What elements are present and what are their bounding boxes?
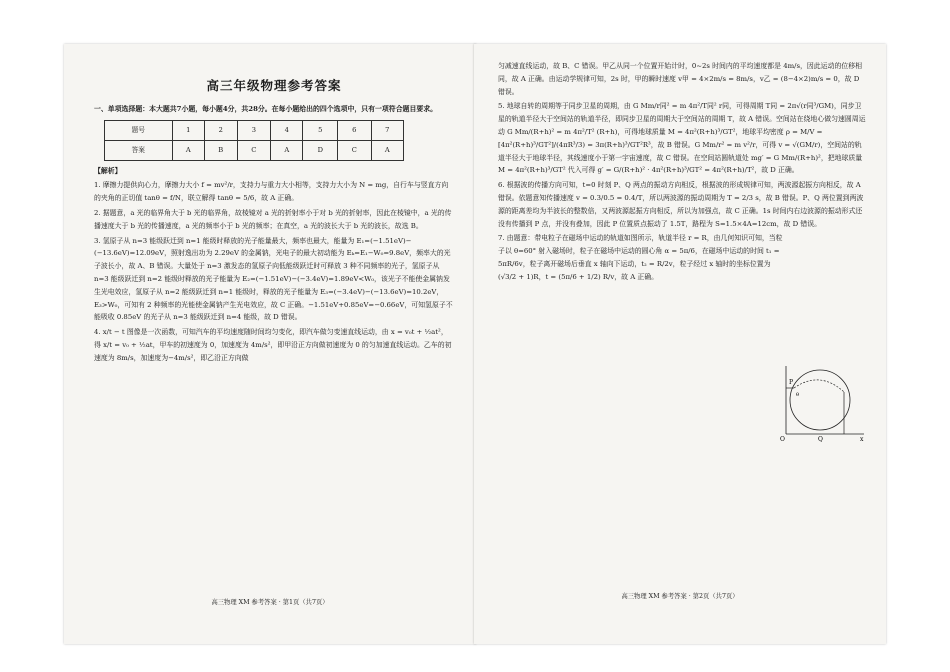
question-6-solution: 6. 根据波的传播方向可知，t=0 时刻 P、Q 两点的振动方向相反，根据波的形成规律可知，两波源起振方向相反，故 A 错误。依题意知传播速度 v = 0.3/0.5 = 0.4/T，所以两波源的振动周期为 T = 2/3 s，故 B 错误。P、Q 两位置到两波源的距离差均为半波长的整数倍，又两波源起振方向相反，所以为加强点，故 C 正确。1s 时间内右边波源的振动形式还没有传播到 P 点，并没有叠加，因此 P 位置质点振动了 1.5T，路程为 S=1.5×4A=12cm，故 D 错误。 — [498, 181, 864, 228]
field-circle — [790, 370, 850, 430]
table-cell: 1 — [172, 120, 204, 140]
answer-page-right — [474, 44, 886, 644]
table-cell: C — [338, 140, 372, 160]
question-3-solution: 3. 氢原子从 n=3 能级跃迁到 n=1 能级时释放的光子能量最大，频率也最大，能量为 E₁=(−1.51eV)−(−13.6eV)=12.09eV，照射逸出功为 2.29eV 的金属钠，光电子的最大初动能为 Eₖ=E₁−W₀=9.8eV，频率大的光子波长小，故 A、B 错误。大量处于 n=3 激发态的氢原子向低能级跃迁时可释放 3 种不同频率的光子，氢原子从 n=3 能级跃迁到 n=2 能级时释放的光子能量为 E₂=(−1.51eV)−(−3.4eV)=1.89eV<W₀，该光子不能使金属钠发生光电效应，氢原子从 n=2 能级跃迁到 n=1 能级时，释放的光子能量为 E₃=(−3.4eV)−(−13.6eV)=10.2eV，E₃>W₀，可知有 2 种频率的光能使金属钠产生光电效应，故 C 正确。−1.51eV+0.85eV=−0.66eV，可知氢原子不能吸收 0.85eV 的光子从 n=3 能级跃迁到 n=4 能级，故 D 错误。 — [94, 236, 453, 322]
table-row — [105, 140, 404, 160]
table-cell: A — [371, 140, 403, 160]
label-q: Q — [818, 436, 823, 442]
label-o: O — [780, 436, 785, 442]
table-cell: A — [271, 140, 303, 160]
table-cell: 6 — [338, 120, 372, 140]
table-cell: 7 — [371, 120, 403, 140]
page-footer: 高三物理 XM 参考答案 · 第1页（共7页） — [211, 599, 329, 606]
question-2-solution: 2. 据题意，a 光的临界角大于 b 光的临界角，故棱镜对 a 光的折射率小于对 b 光的折射率，因此在棱镜中，a 光的传播速度大于 b 光的传播速度，a 光的频率小于 b 光的频率；在真空，a 光的波长大于 b 光的波长，故选 B。 — [94, 208, 452, 230]
table-cell: 2 — [204, 120, 237, 140]
question-7-solution: 7. 由题意：带电粒子在磁场中运动的轨道如图所示，轨道半径 r = R，由几何知识可知，当粒子以 θ=60° 射入磁场时，粒子在磁场中运动的圆心角 α = 5π/6，在磁场中运动的时间 t₁ = 5πR/6v，粒子离开磁场后垂直 x 轴向下运动，t₂ = R/2v，粒子经过 x 轴时的坐标位置为 (√3/2 + 1)R，t = (5π/6 + 1/2) R/v，故 A 正确。 — [498, 234, 783, 281]
question-4-continued: 匀减速直线运动，故 B、C 错误。甲乙从同一个位置开始计时，0~2s 时间内的平均速度都是 4m/s，因此运动的位移相同，故 A 正确。由运动学规律可知，2s 时，甲的瞬时速度 v甲 = 4×2m/s = 8m/s，v乙 = (8−4×2)m/s = 0，故 D 错误。 — [498, 62, 863, 96]
table-cell: 4 — [271, 120, 303, 140]
page-footer: 高三物理 XM 参考答案 · 第2页（共7页） — [621, 593, 739, 600]
analysis-label: 【解析】 — [94, 166, 122, 175]
section-heading: 一、单项选择题：本大题共7小题，每小题4分，共28分。在每小题给出的四个选项中，只有一项符合题目要求。 — [94, 104, 438, 113]
table-cell: D — [303, 140, 338, 160]
table-cell: B — [204, 140, 237, 160]
question-5-solution: 5. 地球自转的周期等于同步卫星的周期，由 G Mm/r同² = m 4π²/T同² r同，可得周期 T同 = 2π√(r同³/GM)，同步卫星的轨道半径大于空间站的轨道半径，即同步卫星的周期大于空间站的周期 T，故 A 错误。空间站在绕地心做匀速圆周运动 G Mm/(R+h)² = m 4π²/T² (R+h)，可得地球质量 M = 4π²(R+h)³/GT²，地球平均密度 ρ = M/V = [4π²(R+h)³/GT²]/(4πR³/3) = 3π(R+h)³/GT²R³，故 B 错误。G Mm/r² = m v²/r，可得 v = √(GM/r)，空间站的轨道半径大于地球半径，其线速度小于第一宇宙速度，故 C 错误。在空间站圆轨道处 mg′ = G Mm/(R+h)²，把地球质量 M = 4π²(R+h)³/GT² 代入可得 g′ = G/(R+h)² · 4π²(R+h)³/GT² = 4π²(R+h)/T²，故 D 正确。 — [498, 102, 866, 175]
table-row — [105, 120, 404, 140]
table-cell: C — [237, 140, 271, 160]
page-title: 高三年级物理参考答案 — [206, 78, 342, 93]
table-cell: 5 — [303, 120, 338, 140]
question-1-solution: 1. 摩擦力提供向心力，摩擦力大小 f = mv²/r，支持力与重力大小相等，支持力大小为 N = mg，自行车与竖直方向的夹角的正切值 tanθ = f/N，联立解得 tanθ = 5/6，故 A 正确。 — [94, 181, 449, 203]
answer-table — [104, 120, 404, 161]
page-content — [498, 60, 866, 286]
question-4-solution: 4. x/t − t 图像是一次函数，可知汽车的平均速度随时间均匀变化，即汽车做匀变速直线运动，由 x = v₀t + ½at²，得 x/t = v₀ + ½at，甲车的初速度为 0，加速度为 4m/s²，即甲沿正方向做初速度为 0 的匀加速直线运动。乙车的初速度为 8m/s，加速度为−4m/s²，即乙沿正方向做 — [94, 328, 452, 362]
table-cell: 答案 — [105, 140, 173, 160]
table-cell: 题号 — [105, 120, 173, 140]
answer-page-left — [64, 44, 476, 644]
page-content — [94, 72, 454, 367]
label-p: P — [789, 379, 794, 386]
magnetic-field-diagram — [780, 362, 868, 442]
label-x: x — [860, 436, 864, 442]
trajectory-arc — [794, 380, 844, 392]
table-cell: 3 — [237, 120, 271, 140]
table-cell: A — [172, 140, 204, 160]
label-theta: θ — [796, 392, 800, 398]
